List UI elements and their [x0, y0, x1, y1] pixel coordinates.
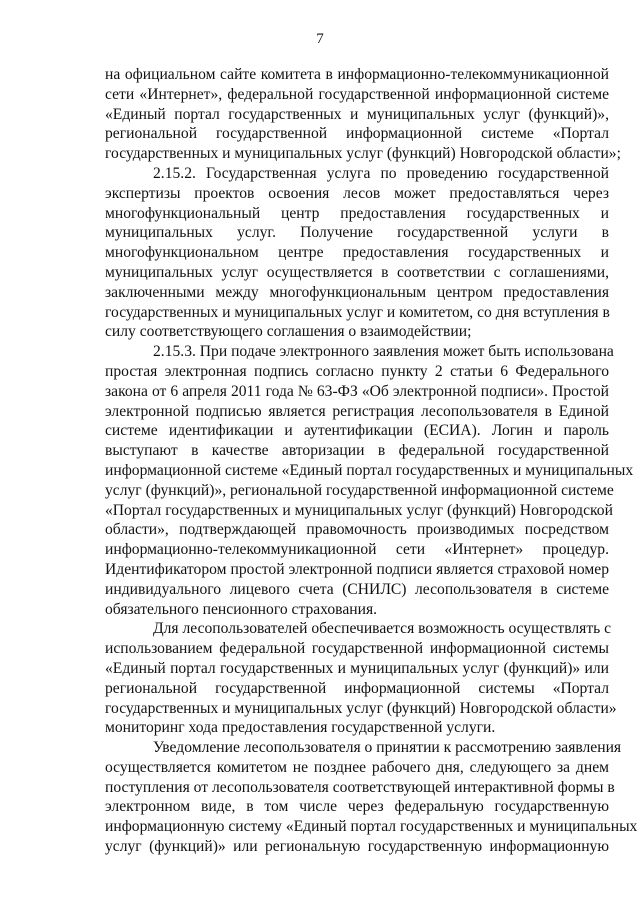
- paragraph: [105, 619, 617, 738]
- page-number: 7: [316, 31, 324, 47]
- text-line: выступают в качестве авторизации в федеральной государственной: [105, 442, 609, 460]
- text-line: Идентификатором простой электронной подписи является страховой номер: [105, 560, 609, 578]
- text-line: региональной государственной информационной системе «Портал: [105, 125, 609, 143]
- text-line: услуг (функций)», региональной государственной информационной системе: [105, 481, 614, 499]
- text-line: силу соответствующего соглашения о взаимодействии;: [105, 323, 472, 341]
- text-line: электронном виде, в том числе через федеральную государственную: [105, 798, 609, 816]
- text-line: экспертизы проектов освоения лесов может предоставляться через: [105, 184, 609, 202]
- text-line: сети «Интернет», федеральной государственной информационной системе: [105, 85, 609, 103]
- text-line: электронной подписью является регистрация лесопользователя в Единой: [105, 402, 609, 420]
- text-line: услуг (функций)» или региональную государственную информационную: [105, 838, 609, 856]
- text-line: Уведомление лесопользователя о принятии к рассмотрению заявления: [153, 739, 622, 757]
- text-line: системе идентификации и аутентификации (ЕСИА). Логин и пароль: [105, 422, 609, 440]
- text-line: мониторинг хода предоставления государственной услуги.: [105, 719, 496, 737]
- text-line: информационную систему «Единый портал государственных и муниципальных: [105, 818, 638, 836]
- text-line: «Единый портал государственных и муниципальных услуг (функций)» или: [105, 659, 609, 677]
- text-line: многофункциональный центр предоставления государственных и: [105, 204, 609, 222]
- text-line: использованием федеральной государственной информационной системы: [105, 640, 609, 658]
- text-line: информационно-телекоммуникационной сети «Интернет» процедур.: [105, 541, 609, 559]
- paragraph: [105, 164, 609, 342]
- text-line: поступления от лесопользователя соответствующей интерактивной формы в: [105, 778, 615, 796]
- text-line: простая электронная подпись согласно пункту 2 статьи 6 Федерального: [105, 362, 609, 380]
- text-line: обязательного пенсионного страхования.: [105, 600, 378, 618]
- paragraph: [105, 738, 638, 857]
- text-line: государственных и муниципальных услуг (функций) Новгородской области»;: [105, 145, 621, 163]
- text-line: информационной системе «Единый портал государственных и муниципальных: [105, 461, 634, 479]
- text-line: на официальном сайте комитета в информационно-телекоммуникационной: [105, 66, 609, 83]
- text-line: муниципальных услуг. Получение государственной услуги в: [105, 224, 609, 242]
- paragraph: [105, 342, 634, 619]
- text-line: «Портал государственных и муниципальных услуг (функций) Новгородской: [105, 501, 613, 519]
- text-line: «Единый портал государственных и муниципальных услуг (функций)»,: [105, 105, 609, 123]
- text-line: закона от 6 апреля 2011 года № 63-ФЗ «Об электронной подписи». Простой: [105, 382, 609, 400]
- text-line: заключенными между многофункциональным центром предоставления: [105, 283, 609, 301]
- text-line: региональной государственной информационной системы «Портал: [105, 679, 609, 697]
- text-line: индивидуального лицевого счета (СНИЛС) лесопользователя в системе: [105, 580, 609, 598]
- text-line: области», подтверждающей правомочность производимых посредством: [105, 521, 609, 539]
- document-body: [105, 65, 638, 857]
- text-line: 2.15.3. При подаче электронного заявления может быть использована: [153, 343, 614, 361]
- text-line: Для лесопользователей обеспечивается возможность осуществлять с: [153, 620, 612, 638]
- text-line: государственных и муниципальных услуг и комитетом, со дня вступления в: [105, 303, 610, 321]
- text-line: муниципальных услуг осуществляется в соответствии с соглашениями,: [105, 263, 609, 281]
- text-line: государственных и муниципальных услуг (функций) Новгородской области»: [105, 699, 617, 717]
- paragraph: [105, 65, 621, 164]
- text-line: многофункциональном центре предоставления государственных и: [105, 244, 609, 262]
- text-line: осуществляется комитетом не позднее рабочего дня, следующего за днем: [105, 758, 609, 776]
- text-line: 2.15.2. Государственная услуга по проведению государственной: [153, 164, 609, 182]
